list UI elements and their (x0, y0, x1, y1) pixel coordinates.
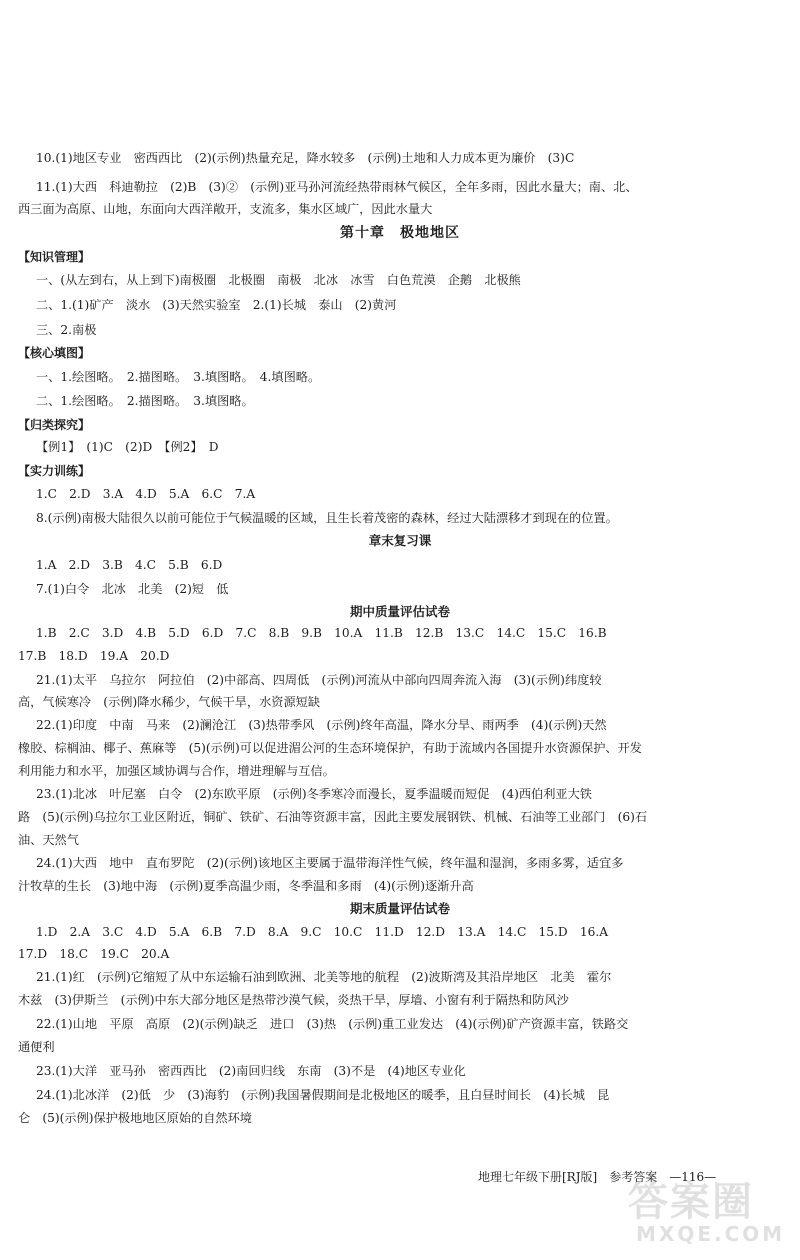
text-line: 8.(示例)南极大陆很久以前可能位于气候温暖的区域，且生长着茂密的森林，经过大陆漂移才到现在的位置。 (36, 511, 618, 525)
text-line: 一、(从左到右，从上到下)南极圈 北极圈 南极 北冰 冰雪 白色荒漠 企鹅 北极熊 (36, 273, 521, 287)
text-line: 1.D 2.A 3.C 4.D 5.A 6.B 7.D 8.A 9.C 10.C 11.D 12.D 13.A 14.C 15.D 16.A (36, 925, 609, 939)
page-footer: 地理七年级下册[RJ版] 参考答案 —116— (478, 1170, 717, 1184)
section-heading: 【归类探究】 (18, 418, 91, 432)
text-line: 10.(1)地区专业 密西西比 (2)(示例)热量充足，降水较多 (示例)土地和人力成本更为廉价 (3)C (36, 151, 575, 165)
text-line: 1.B 2.C 3.D 4.B 5.D 6.D 7.C 8.B 9.B 10.A 11.B 12.B 13.C 14.C 15.C 16.B (36, 626, 607, 640)
section-heading: 【实力训练】 (18, 464, 91, 478)
section-heading: 【知识管理】 (18, 250, 91, 264)
text-line: 通便利 (18, 1040, 55, 1054)
text-line: 橡胶、棕榈油、椰子、蕉麻等 (5)(示例)可以促进湄公河的生态环境保护，有助于流域内各国提升水资源保护、开发 (18, 741, 642, 755)
text-line: 23.(1)北冰 叶尼塞 白令 (2)东欧平原 (示例)冬季寒冷而漫长，夏季温暖而短促 (4)西伯利亚大铁 (36, 787, 592, 801)
text-line: 油、天然气 (18, 833, 79, 847)
text-line: 17.B 18.D 19.A 20.D (18, 649, 170, 663)
text-line: 仑 (5)(示例)保护极地地区原始的自然环境 (18, 1111, 252, 1125)
text-line: 路 (5)(示例)乌拉尔工业区附近，铜矿、铁矿、石油等资源丰富，因此主要发展钢铁、机械、石油等工业部门 (6)石 (18, 810, 648, 824)
text-line: 11.(1)大西 科迪勒拉 (2)B (3)② (示例)亚马孙河流经热带雨林气候区，全年多雨，因此水量大；南、北、 (36, 180, 638, 194)
text-line: 高，气候寒冷 (示例)降水稀少，气候干旱，水资源短缺 (18, 695, 321, 709)
text-line: 22.(1)山地 平原 高原 (2)(示例)缺乏 进口 (3)热 (示例)重工业发达 (4)(示例)矿产资源丰富，铁路交 (36, 1017, 629, 1031)
section-title: 章末复习课 (368, 533, 432, 548)
text-line: 23.(1)大洋 亚马孙 密西西比 (2)南回归线 东南 (3)不是 (4)地区专业化 (36, 1064, 466, 1078)
text-line: 22.(1)印度 中南 马来 (2)澜沧江 (3)热带季风 (示例)终年高温，降水分旱、雨两季 (4)(示例)天然 (36, 718, 607, 732)
watermark-main: 答案圈 (628, 1179, 754, 1225)
watermark-sub: MXQE.COM (636, 1222, 786, 1246)
text-line: 1.A 2.D 3.B 4.C 5.B 6.D (36, 558, 223, 572)
text-line: 24.(1)北冰洋 (2)低 少 (3)海豹 (示例)我国暑假期间是北极地区的暖季，且白昼时间长 (4)长城 昆 (36, 1088, 610, 1102)
text-line: 21.(1)太平 乌拉尔 阿拉伯 (2)中部高、四周低 (示例)河流从中部向四周奔流入海 (3)(示例)纬度较 (36, 673, 602, 687)
text-line: 一、1.绘图略。 2.描图略。 3.填图略。 4.填图略。 (36, 370, 321, 384)
text-line: 7.(1)白令 北冰 北美 (2)短 低 (36, 582, 229, 596)
text-line: 西三面为高原、山地，东面向大西洋敞开，支流多，集水区域广，因此水量大 (18, 202, 433, 216)
section-heading: 【核心填图】 (18, 346, 91, 360)
text-line: 【例1】 (1)C (2)D 【例2】 D (36, 440, 219, 454)
text-line: 利用能力和水平，加强区域协调与合作，增进理解与互信。 (18, 764, 335, 778)
text-line: 17.D 18.C 19.C 20.A (18, 947, 170, 961)
text-line: 二、1.(1)矿产 淡水 (3)天然实验室 2.(1)长城 泰山 (2)黄河 (36, 298, 397, 312)
chapter-title: 第十章 极地地区 (340, 225, 460, 241)
watermark-logo (628, 1170, 786, 1250)
text-line: 24.(1)大西 地中 直布罗陀 (2)(示例)该地区主要属于温带海洋性气候，终年温和湿润，多雨多雾，适宜多 (36, 856, 624, 870)
section-title: 期中质量评估试卷 (349, 604, 450, 619)
text-line: 1.C 2.D 3.A 4.D 5.A 6.C 7.A (36, 487, 256, 501)
text-line: 21.(1)红 (示例)它缩短了从中东运输石油到欧洲、北美等地的航程 (2)波斯湾及其沿岸地区 北美 霍尔 (36, 970, 612, 984)
text-line: 三、2.南极 (36, 323, 97, 337)
text-line: 二、1.绘图略。 2.描图略。 3.填图略。 (36, 394, 254, 408)
text-line: 汁牧草的生长 (3)地中海 (示例)夏季高温少雨，冬季温和多雨 (4)(示例)逐渐升高 (18, 879, 474, 893)
text-line: 木兹 (3)伊斯兰 (示例)中东大部分地区是热带沙漠气候，炎热干旱，厚墙、小窗有利于隔热和防风沙 (18, 993, 569, 1007)
section-title: 期末质量评估试卷 (349, 901, 450, 916)
